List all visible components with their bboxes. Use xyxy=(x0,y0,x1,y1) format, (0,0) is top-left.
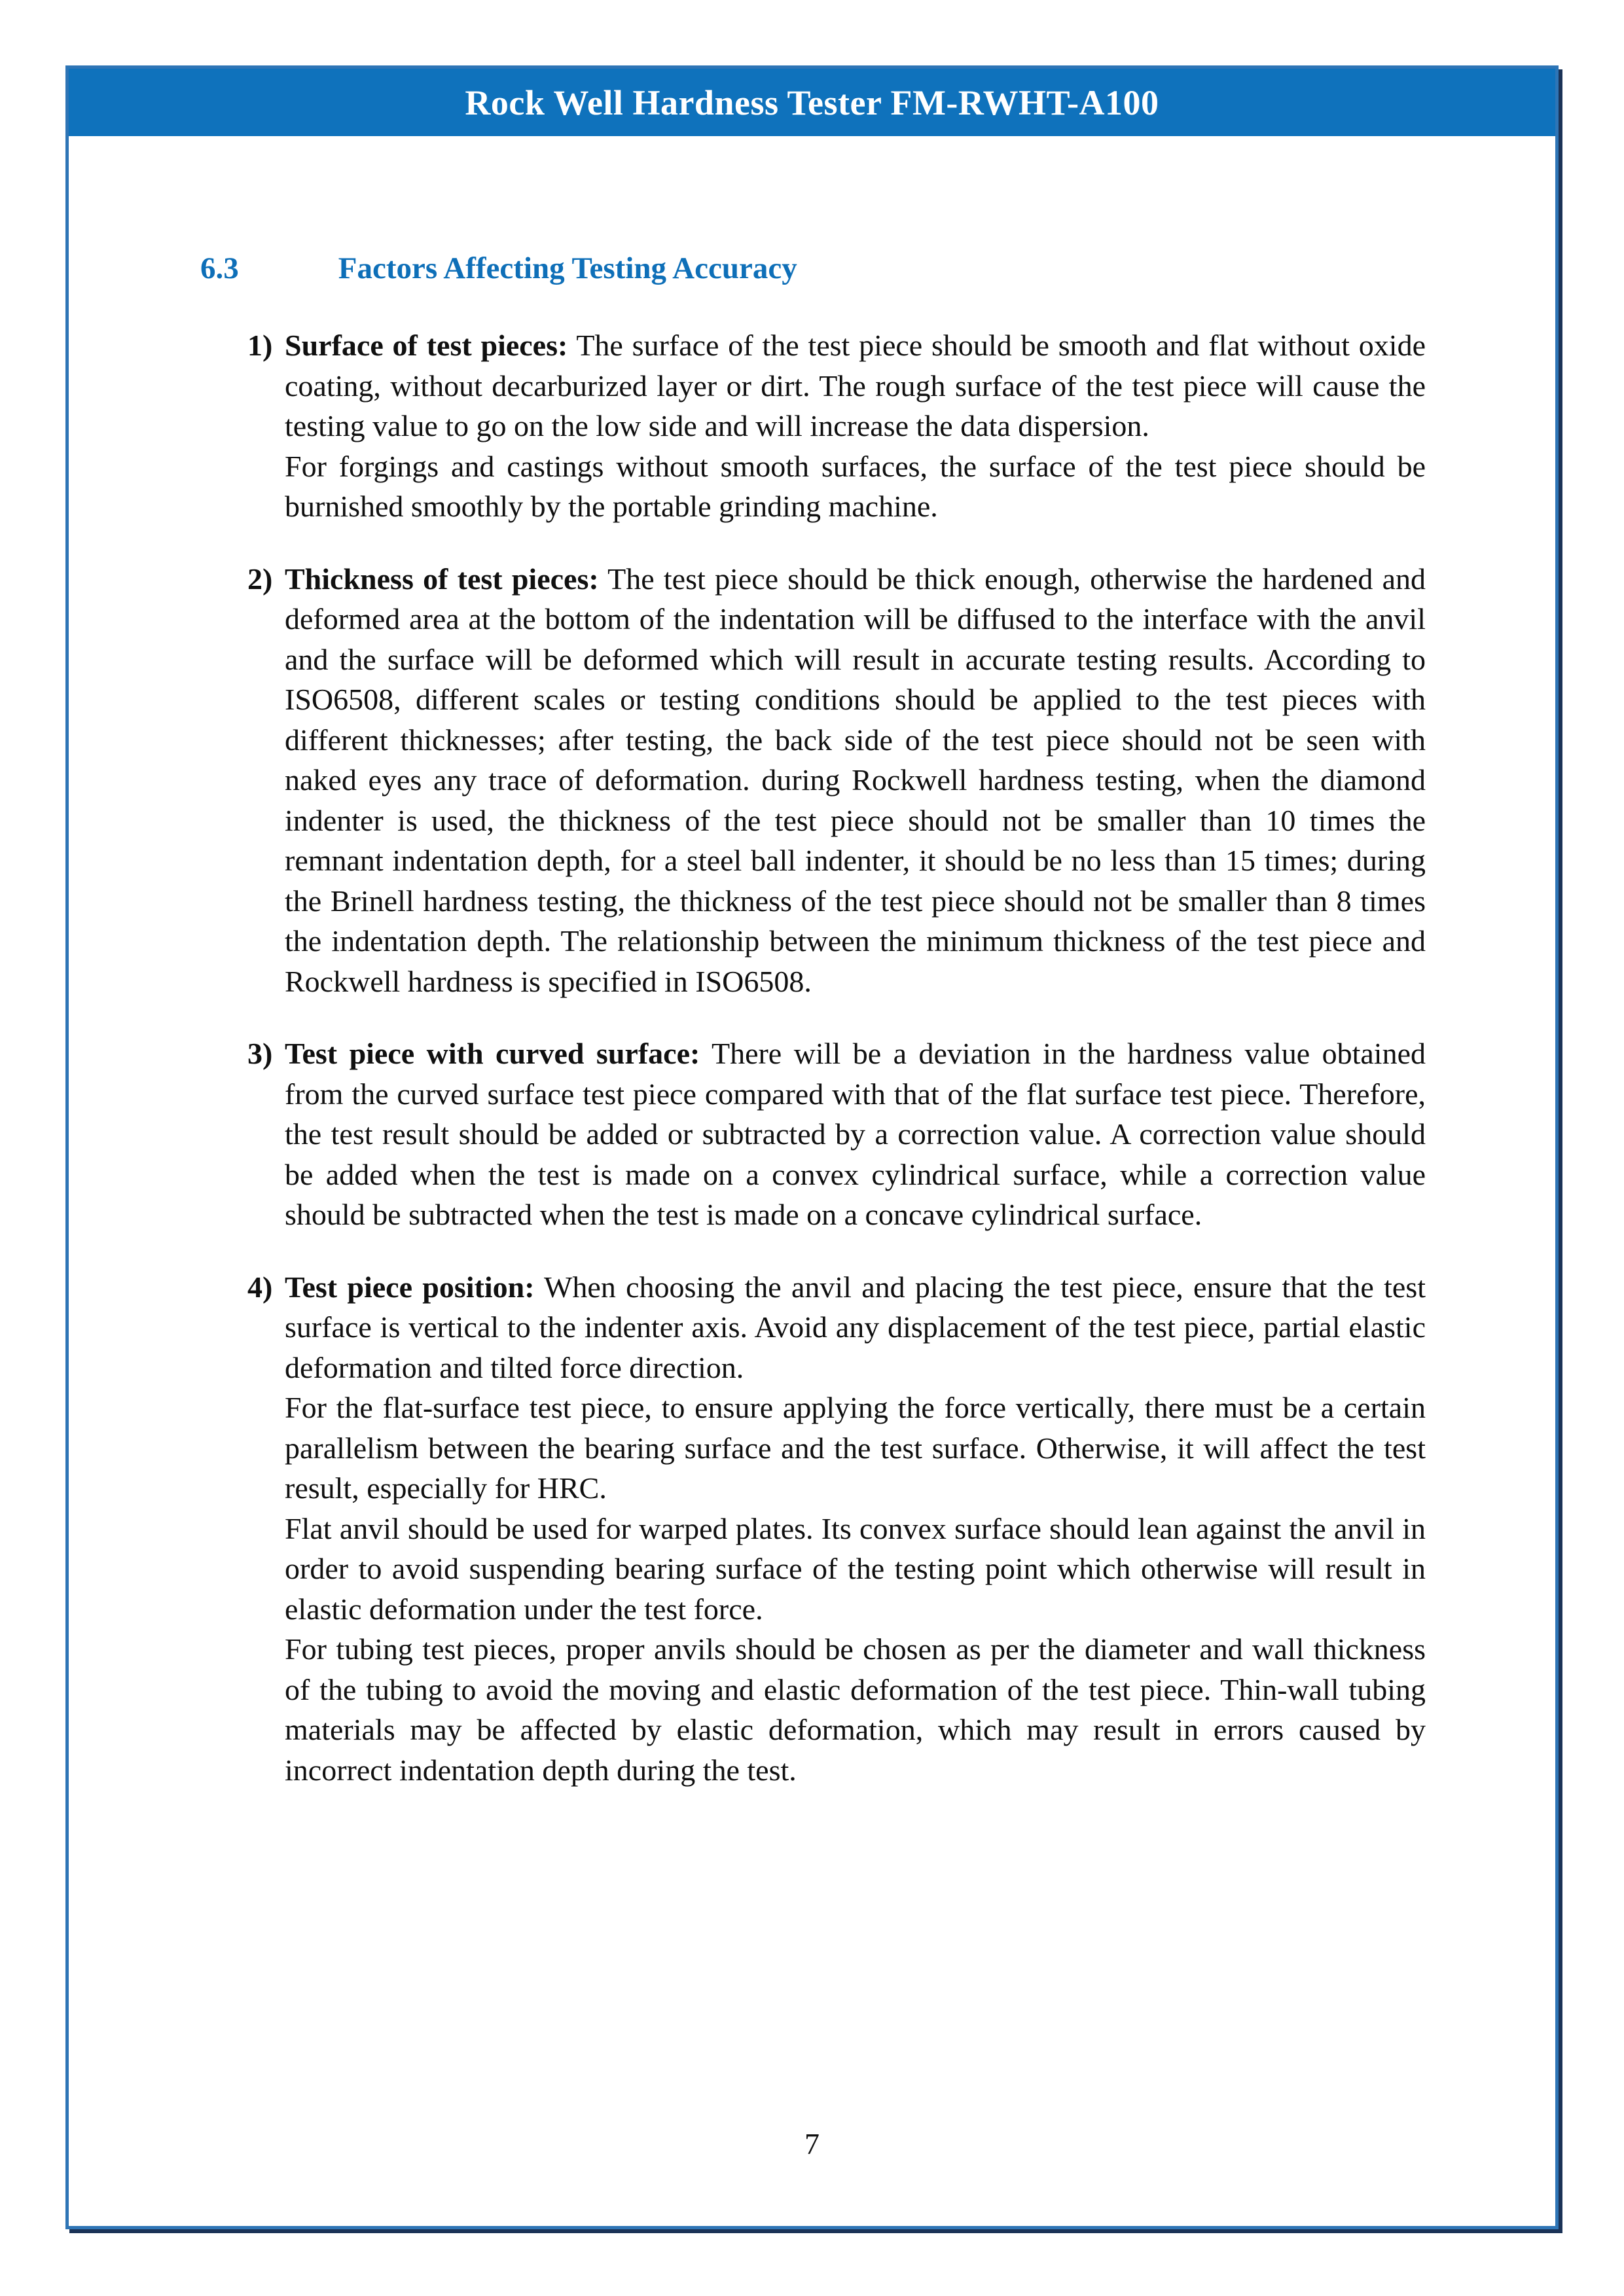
document-title: Rock Well Hardness Tester FM-RWHT-A100 xyxy=(465,82,1159,122)
list-item-body-text: When choosing the anvil and placing the test piece, ensure that the test surface is vertical to the indenter axis. Avoid any displacement of the test piece, partial elastic deformation and tilted force direction. xyxy=(285,1270,1426,1384)
list-item-lead: Test piece position: xyxy=(285,1270,535,1304)
paragraph xyxy=(285,1033,1426,1235)
list-item-body-text: The surface of the test piece should be smooth and flat without oxide coating, without decarburized layer or dirt. The rough surface of the test piece will cause the testing value to go on the low side and will increase the data dispersion. xyxy=(285,329,1426,442)
list-item-text xyxy=(285,1033,1426,1235)
factors-list xyxy=(247,325,1494,1822)
section-heading xyxy=(200,251,797,286)
list-item-number: 3) xyxy=(247,1037,273,1070)
list-item-number: 2) xyxy=(247,562,273,596)
paragraph: For the flat-surface test piece, to ensure applying the force vertically, there must be a certain parallelism between the bearing surface and the test surface. Otherwise, it will affect the test result, especially for HRC. xyxy=(285,1391,1426,1505)
document-header-bar xyxy=(69,69,1555,136)
paragraph xyxy=(285,325,1426,446)
paragraph xyxy=(285,1267,1426,1388)
list-item-1 xyxy=(247,325,1494,527)
page-number: 7 xyxy=(804,2127,820,2161)
list-item-lead: Test piece with curved surface: xyxy=(285,1037,700,1070)
list-item-2 xyxy=(247,559,1494,1002)
section-title: Factors Affecting Testing Accuracy xyxy=(338,251,797,285)
paragraph: Flat anvil should be used for warped plates. Its convex surface should lean against the anvil in order to avoid suspending bearing surface of the testing point which otherwise will result in elastic deformation under the test force. xyxy=(285,1511,1426,1626)
list-item-3 xyxy=(247,1033,1494,1235)
list-item-number: 4) xyxy=(247,1270,273,1304)
list-item-4 xyxy=(247,1267,1494,1791)
paragraph: For forgings and castings without smooth surfaces, the surface of the test piece should be burnished smoothly by the portable grinding machine. xyxy=(285,449,1426,523)
paragraph xyxy=(285,559,1426,1002)
list-item-lead: Thickness of test pieces: xyxy=(285,562,599,596)
list-item-text xyxy=(285,559,1426,1002)
list-item-number: 1) xyxy=(247,329,273,362)
list-item-text xyxy=(285,325,1426,527)
list-item-lead: Surface of test pieces: xyxy=(285,329,568,362)
paragraph: For tubing test pieces, proper anvils should be chosen as per the diameter and wall thickness of the tubing to avoid the moving and elastic deformation of the test piece. Thin-wall tubing materials may be affected by elastic deformation, which may result in errors caused by incorrect indentation depth during the test. xyxy=(285,1632,1426,1787)
section-number: 6.3 xyxy=(200,251,239,285)
list-item-body-text: The test piece should be thick enough, otherwise the hardened and deformed area at the bottom of the indentation will be diffused to the interface with the anvil and the surface will be deformed which will result in accurate testing results. According to ISO6508, different scales or testing conditions should be applied to the test pieces with different thicknesses; after testing, the back side of the test piece should not be seen with naked eyes any trace of deformation. during Rockwell hardness testing, when the diamond indenter is used, the thickness of the test piece should not be smaller than 10 times the remnant indentation depth, for a steel ball indenter, it should be no less than 15 times; during the Brinell hardness testing, the thickness of the test piece should not be smaller than 8 times the indentation depth. The relationship between the minimum thickness of the test piece and Rockwell hardness is specified in ISO6508. xyxy=(285,562,1426,998)
list-item-text xyxy=(285,1267,1426,1791)
list-item-body-text: There will be a deviation in the hardness value obtained from the curved surface test piece compared with that of the flat surface test piece. Therefore, the test result should be added or subtracted by a correction value. A correction value should be added when the test is made on a convex cylindrical surface, while a correction value should be subtracted when the test is made on a concave cylindrical surface. xyxy=(285,1037,1426,1231)
page-border-frame xyxy=(65,65,1559,2229)
